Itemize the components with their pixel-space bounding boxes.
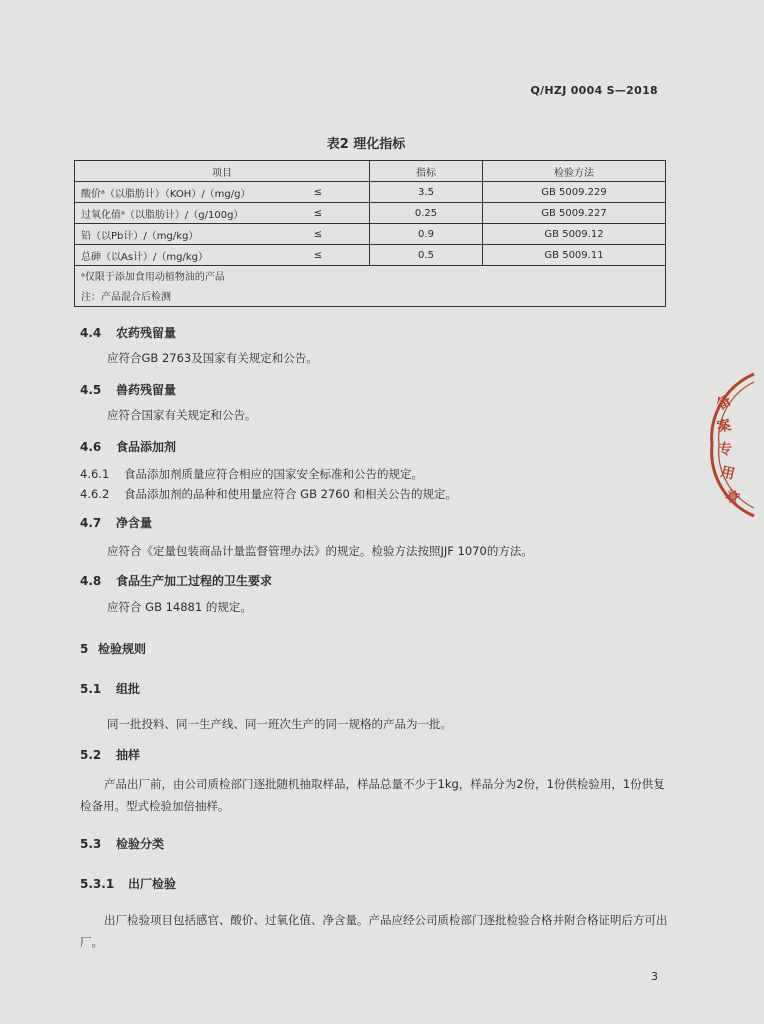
- section-title: 组批: [116, 682, 141, 696]
- row-value: 0.25: [370, 203, 483, 224]
- row-method: GB 5009.229: [483, 182, 666, 203]
- section-heading-4-7: [80, 514, 152, 531]
- row-method: GB 5009.12: [483, 224, 666, 245]
- section-number: 5.3.1: [80, 877, 115, 891]
- section-title: 抽样: [116, 748, 141, 762]
- clause-4-6-2: [80, 486, 457, 502]
- section-heading-5-3-1: [80, 875, 176, 892]
- section-heading-5: [80, 640, 146, 657]
- section-heading-4-6: [80, 438, 176, 455]
- clause-text: 食品添加剂的品种和使用量应符合 GB 2760 和相关公告的规定。: [124, 487, 458, 501]
- section-number: 4.6: [80, 440, 102, 454]
- row-operator: ≤: [267, 182, 370, 203]
- row-item: 铅（以Pb计）/（mg/kg）: [75, 224, 268, 245]
- table-row: [75, 203, 666, 224]
- svg-text:章: 章: [722, 487, 742, 509]
- table-title: 表2 理化指标: [326, 137, 406, 152]
- section-heading-5-3: [80, 835, 164, 852]
- section-title: 兽药残留量: [116, 383, 177, 397]
- column-header-item: 项目: [75, 161, 370, 182]
- section-heading-5-1: [80, 680, 140, 697]
- section-heading-4-8: [80, 572, 272, 589]
- column-header-value: 指标: [370, 161, 483, 182]
- section-heading-4-5: [80, 381, 176, 398]
- section-text-4-7: 应符合《定量包装商品计量监督管理办法》的规定。检验方法按照JJF 1070的方法。: [107, 544, 533, 558]
- section-title: 农药残留量: [116, 326, 177, 340]
- section-text-5-3-1: 出厂检验项目包括感官、酸价、过氧化值、净含量。产品应经公司质检部门逐批检验合格并附合格证明后方可出厂。: [80, 913, 668, 949]
- section-title: 出厂检验: [128, 877, 177, 891]
- document-code: Q/HZJ 0004 S—2018: [530, 84, 658, 97]
- row-value: 0.5: [370, 245, 483, 266]
- row-method: GB 5009.11: [483, 245, 666, 266]
- row-item: 过氧化值ᵃ（以脂肪计）/（g/100g）: [75, 203, 268, 224]
- section-text-5-1: 同一批投料、同一生产线、同一班次生产的同一规格的产品为一批。: [107, 717, 452, 731]
- clause-text: 食品添加剂质量应符合相应的国家安全标准和公告的规定。: [124, 467, 423, 481]
- section-number: 4.4: [80, 326, 102, 340]
- table-footnote-row: [75, 266, 666, 285]
- section-number: 4.8: [80, 574, 102, 588]
- section-number: 5.3: [80, 837, 102, 851]
- section-text-4-5: 应符合国家有关规定和公告。: [107, 408, 257, 422]
- section-text-4-4: 应符合GB 2763及国家有关规定和公告。: [107, 351, 318, 365]
- red-seal-stamp: [704, 370, 764, 520]
- svg-text:专: 专: [718, 442, 732, 458]
- section-heading-4-4: [80, 324, 176, 341]
- section-heading-5-2: [80, 746, 140, 763]
- svg-text:备: 备: [714, 392, 735, 414]
- table-footnote-a: ᵃ仅限于添加食用动植物油的产品: [75, 266, 666, 285]
- section-number: 5.1: [80, 682, 102, 696]
- clause-4-6-1: [80, 466, 423, 482]
- page-number: 3: [651, 970, 658, 983]
- physicochemical-table: [74, 160, 666, 307]
- section-text-5-2: 产品出厂前，由公司质检部门逐批随机抽取样品，样品总量不少于1kg，样品分为2份，1份供检验用，1份供复检备用。型式检验加倍抽样。: [80, 777, 665, 813]
- table-row: [75, 245, 666, 266]
- section-number: 5.2: [80, 748, 102, 762]
- table-row: [75, 224, 666, 245]
- section-title: 食品添加剂: [116, 440, 177, 454]
- section-number: 4.7: [80, 516, 102, 530]
- row-method: GB 5009.227: [483, 203, 666, 224]
- section-number: 4.5: [80, 383, 102, 397]
- section-title: 检验分类: [116, 837, 165, 851]
- clause-number: 4.6.2: [80, 487, 110, 501]
- row-operator: ≤: [267, 203, 370, 224]
- section-title: 食品生产加工过程的卫生要求: [116, 574, 273, 588]
- column-header-method: 检验方法: [483, 161, 666, 182]
- table-note-row: [75, 284, 666, 307]
- section-text-4-8: 应符合 GB 14881 的规定。: [107, 600, 252, 614]
- clause-number: 4.6.1: [80, 467, 110, 481]
- svg-text:案: 案: [715, 417, 733, 436]
- table-header-row: [75, 161, 666, 182]
- section-title: 净含量: [116, 516, 153, 530]
- row-operator: ≤: [267, 245, 370, 266]
- svg-text:用: 用: [719, 464, 737, 483]
- row-value: 3.5: [370, 182, 483, 203]
- row-item: 总砷（以As计）/（mg/kg）: [75, 245, 268, 266]
- table-row: [75, 182, 666, 203]
- section-number: 5: [80, 642, 89, 656]
- row-item: 酸价ᵃ（以脂肪计）（KOH）/（mg/g）: [75, 182, 268, 203]
- section-title: 检验规则: [98, 642, 147, 656]
- row-value: 0.9: [370, 224, 483, 245]
- row-operator: ≤: [267, 224, 370, 245]
- table-note: 注：产品混合后检测: [75, 284, 666, 307]
